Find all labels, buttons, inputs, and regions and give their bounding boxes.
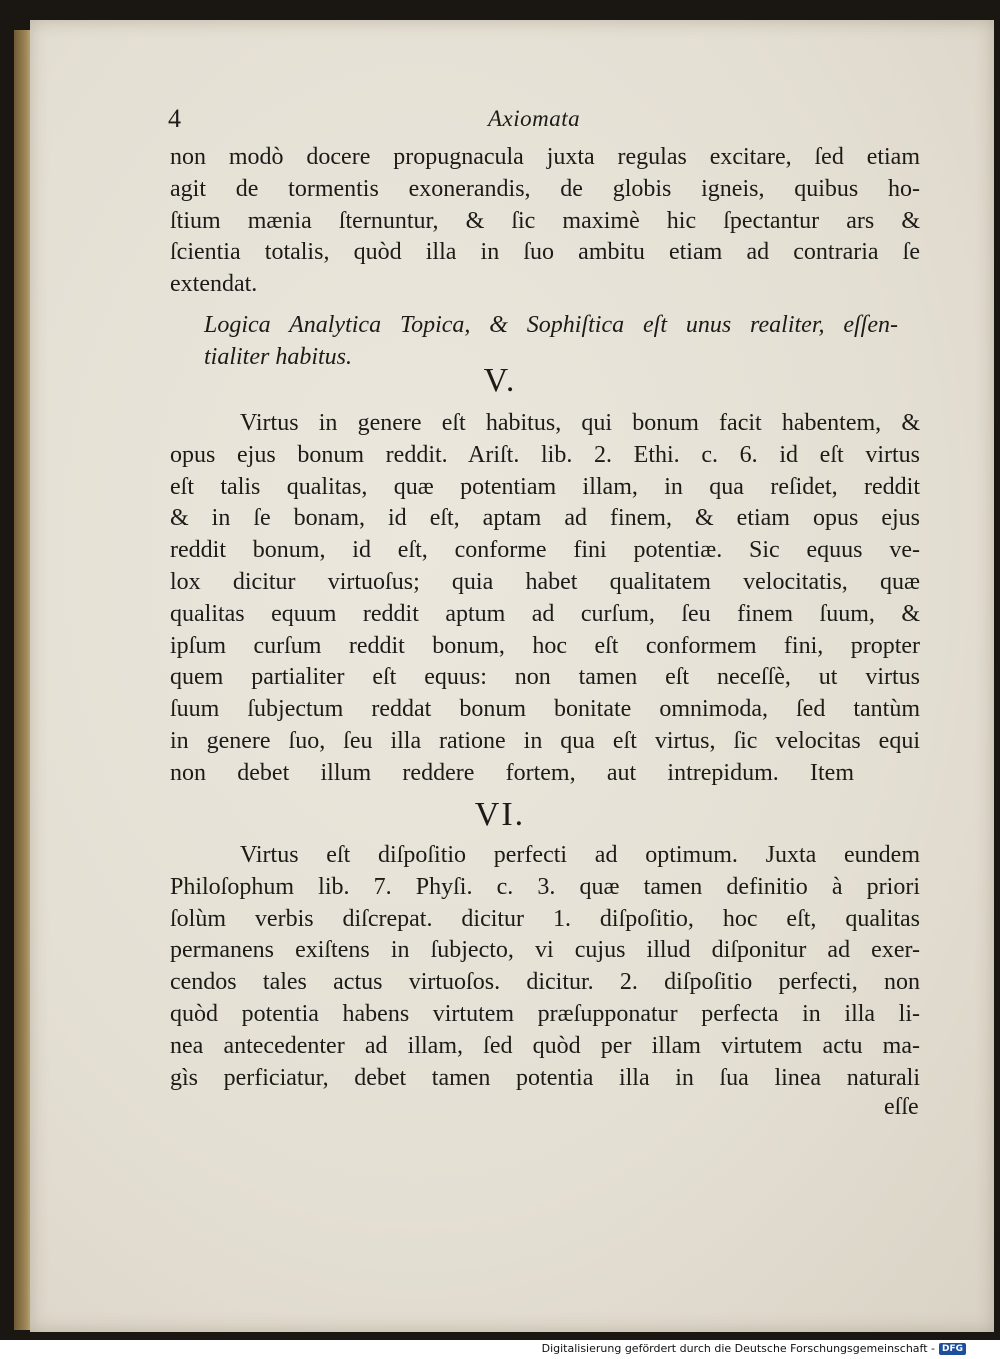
text-line: Virtus eſt diſpoſitio perfecti ad optimum. Juxta eundem (240, 842, 920, 868)
page-number: 4 (168, 104, 181, 133)
text-line: eſt talis qualitas, quæ potentiam illam, in qua reſidet, reddit (170, 473, 920, 500)
section-heading-vi: VI. (474, 796, 526, 833)
catchword: eſſe (884, 1094, 919, 1120)
text-line: lox dicitur virtuoſus; quia habet qualitatem velocitatis, quæ (170, 568, 920, 595)
text-line: Philoſophum lib. 7. Phyſi. c. 3. quæ tamen definitio à priori (170, 873, 920, 900)
text-line: quòd potentia habens virtutem præſupponatur perfecta in illa li- (170, 1000, 920, 1027)
text-line: ſuum ſubjectum reddat bonum bonitate omnimoda, ſed tantùm (170, 696, 920, 723)
text-line: ſtium mænia ſternuntur, & ſic maximè hic ſpectantur ars & (170, 207, 920, 234)
text-line: non modò docere propugnacula juxta regulas excitare, ſed etiam (170, 144, 920, 170)
text-line: cendos tales actus virtuoſos. dicitur. 2. diſpoſitio perfecti, non (170, 969, 920, 996)
text-line: non debet illum reddere fortem, aut intrepidum. Item (170, 759, 854, 786)
text-line: in genere ſuo, ſeu illa ratione in qua eſt virtus, ſic velocitas equi (170, 727, 920, 754)
text-line: quem partialiter eſt equus: non tamen eſt neceſſè, ut virtus (170, 664, 920, 691)
text-line: reddit bonum, id eſt, conforme fini potentiæ. Sic equus ve- (170, 537, 920, 564)
text-line: ſolùm verbis diſcrepat. dicitur 1. diſpoſitio, hoc eſt, qualitas (170, 905, 920, 932)
text-line: nea antecedenter ad illam, ſed quòd per illam virtutem actu ma- (170, 1032, 920, 1059)
text-line: & in ſe bonam, id eſt, aptam ad finem, & etiam opus ejus (170, 505, 920, 532)
section-heading-v: V. (483, 362, 517, 399)
text-line: opus ejus bonum reddit. Ariſt. lib. 2. Ethi. c. 6. id eſt virtus (170, 441, 920, 468)
dfg-logo: DFG (939, 1343, 966, 1355)
paragraph-3 (170, 840, 920, 1094)
text-line: Virtus in genere eſt habitus, qui bonum facit habentem, & (240, 410, 920, 436)
running-head: Axiomata (488, 106, 581, 131)
text-line: permanens exiſtens in ſubjecto, vi cujus illud diſponitur ad exer- (170, 937, 920, 964)
digitization-credit (542, 1342, 966, 1355)
text-line: qualitas equum reddit aptum ad curſum, ſeu finem ſuum, & (170, 600, 920, 627)
credit-text: Digitalisierung gefördert durch die Deutsche Forschungsgemeinschaft - (541, 1342, 935, 1355)
text-line: agit de tormentis exonerandis, de globis igneis, quibus ho- (170, 175, 920, 202)
text-line: gìs perficiatur, debet tamen potentia illa in ſua linea naturali (170, 1064, 920, 1091)
text-line: extendat. (170, 271, 258, 298)
paragraph-1 (170, 142, 920, 301)
text-line: ipſum curſum reddit bonum, hoc eſt conformem fini, propter (170, 632, 920, 659)
text-line: Logica Analytica Topica, & Sophiſtica eſt unus realiter, eſſen- (204, 312, 898, 338)
text-line: ſcientia totalis, quòd illa in ſuo ambitu etiam ad contraria ſe (170, 239, 920, 266)
text-line: tialiter habitus. (204, 343, 353, 370)
paragraph-2 (170, 408, 920, 790)
